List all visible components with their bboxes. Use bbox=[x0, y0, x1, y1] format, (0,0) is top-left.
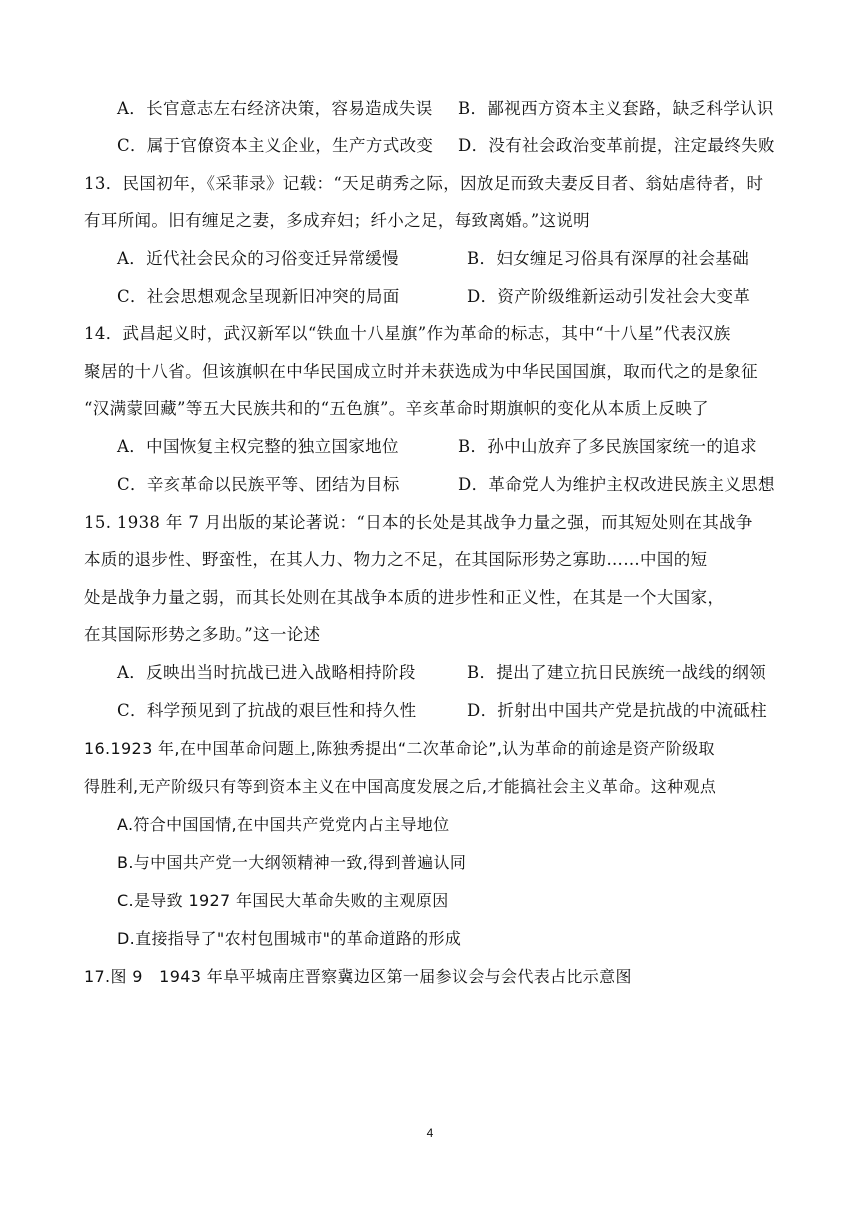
q13-options-row-1 bbox=[0, 248, 860, 270]
q12-option-d: D．没有社会政治变革前提，注定最终失败 bbox=[458, 136, 775, 155]
q16-option-a: A.符合中国国情,在中国共产党党内占主导地位 bbox=[117, 815, 450, 834]
q14-option-a: A．中国恢复主权完整的独立国家地位 bbox=[117, 437, 399, 456]
q15-option-a: A．反映出当时抗战已进入战略相持阶段 bbox=[117, 663, 416, 682]
q13-option-b: B．妇女缠足习俗具有深厚的社会基础 bbox=[467, 249, 750, 268]
q13-option-c: C．社会思想观念呈现新旧冲突的局面 bbox=[117, 287, 400, 306]
q15-options-row-2 bbox=[0, 700, 860, 722]
q12-option-c: C．属于官僚资本主义企业，生产方式改变 bbox=[117, 136, 434, 155]
q14-option-d: D．革命党人为维护主权改进民族主义思想 bbox=[458, 475, 775, 494]
q15-stem-line-1: 15. 1938 年 7 月出版的某论著说：“日本的长处是其战争力量之强，而其短处则在其战争 bbox=[84, 513, 753, 532]
q16-option-b: B.与中国共产党一大纲领精神一致,得到普遍认同 bbox=[117, 853, 467, 872]
q13-option-d: D．资产阶级维新运动引发社会大变革 bbox=[467, 287, 751, 306]
q12-option-b: B．鄙视西方资本主义套路，缺乏科学认识 bbox=[458, 99, 774, 118]
q14-options-row-1 bbox=[0, 436, 860, 458]
q15-option-b: B．提出了建立抗日民族统一战线的纲领 bbox=[467, 663, 766, 682]
q14-option-c: C．辛亥革命以民族平等、团结为目标 bbox=[117, 475, 400, 494]
q15-stem-line-2: 本质的退步性、野蛮性，在其人力、物力之不足，在其国际形势之寡助……中国的短 bbox=[84, 550, 708, 569]
page-number: 4 bbox=[426, 1126, 434, 1140]
q14-stem-line-3: “汉满蒙回藏”等五大民族共和的“五色旗”。辛亥革命时期旗帜的变化从本质上反映了 bbox=[84, 399, 709, 418]
q12-options-row-1 bbox=[0, 98, 860, 120]
q16-stem-line-1: 16.1923 年,在中国革命问题上,陈独秀提出“二次革命论”,认为革命的前途是资产阶级取 bbox=[84, 739, 715, 758]
q13-option-a: A．近代社会民众的习俗变迁异常缓慢 bbox=[117, 249, 399, 268]
q13-options-row-2 bbox=[0, 286, 860, 308]
q16-stem-line-2: 得胜利,无产阶级只有等到资本主义在中国高度发展之后,才能搞社会主义革命。这种观点 bbox=[84, 777, 717, 796]
q15-stem-line-3: 处是战争力量之弱，而其长处则在其战争本质的进步性和正义性，在其是一个大国家， bbox=[84, 588, 725, 607]
q15-stem-line-4: 在其国际形势之多助。”这一论述 bbox=[84, 625, 321, 644]
q12-option-a: A．长官意志左右经济决策，容易造成失误 bbox=[117, 99, 433, 118]
q15-option-c: C．科学预见到了抗战的艰巨性和持久性 bbox=[117, 701, 417, 720]
q17-stem-line-1: 17.图 9 1943 年阜平城南庄晋察冀边区第一届参议会与会代表占比示意图 bbox=[84, 967, 632, 986]
q14-options-row-2 bbox=[0, 474, 860, 496]
q13-stem-line-2: 有耳所闻。旧有缠足之妻，多成弃妇；纤小之足，每致离婚。”这说明 bbox=[84, 211, 591, 230]
q13-stem-line-1: 13．民国初年，《采菲录》记载：“天足萌秀之际，因放足而致夫妻反目者、翁姑虐待者，时 bbox=[84, 174, 764, 193]
q14-stem-line-2: 聚居的十八省。但该旗帜在中华民国成立时并未获选成为中华民国国旗，取而代之的是象征 bbox=[84, 362, 758, 381]
q15-option-d: D．折射出中国共产党是抗战的中流砥柱 bbox=[467, 701, 768, 720]
q14-option-b: B．孙中山放弃了多民族国家统一的追求 bbox=[458, 437, 757, 456]
q16-option-d: D.直接指导了"农村包围城市"的革命道路的形成 bbox=[117, 929, 462, 948]
q16-option-c: C.是导致 1927 年国民大革命失败的主观原因 bbox=[117, 891, 449, 910]
q12-options-row-2 bbox=[0, 135, 860, 157]
q15-options-row-1 bbox=[0, 662, 860, 684]
q14-stem-line-1: 14．武昌起义时，武汉新军以“铁血十八星旗”作为革命的标志，其中“十八星”代表汉族 bbox=[84, 324, 731, 343]
